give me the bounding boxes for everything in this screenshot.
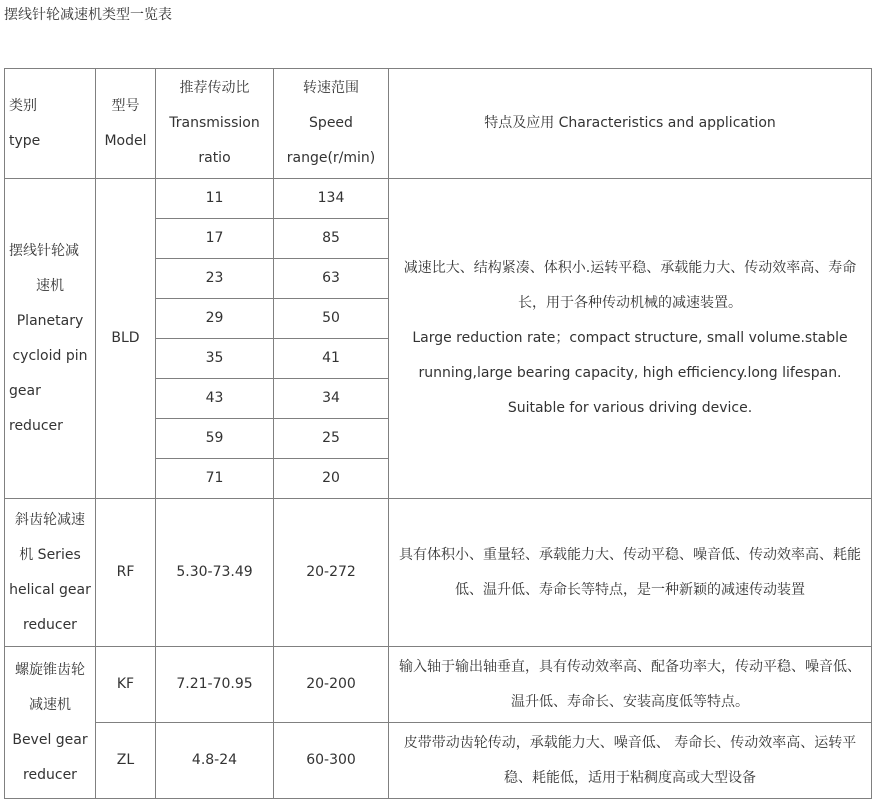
table-row bbox=[5, 723, 872, 799]
ratio-cell: 43 bbox=[156, 379, 274, 419]
rf-type-line: helical gear bbox=[9, 581, 91, 598]
speed-cell: 25 bbox=[274, 419, 389, 459]
rf-type-line: 斜齿轮减速 bbox=[15, 511, 85, 528]
ratio-cell: 29 bbox=[156, 299, 274, 339]
bld-type-line: cycloid pin bbox=[12, 347, 88, 364]
bevel-type-line: reducer bbox=[23, 766, 77, 783]
bld-type-line: Planetary bbox=[16, 312, 84, 329]
speed-cell: 41 bbox=[274, 339, 389, 379]
rf-model-cell: RF bbox=[96, 499, 156, 647]
header-speed bbox=[274, 69, 389, 179]
zl-model-cell: ZL bbox=[96, 723, 156, 799]
bevel-type-line: 减速机 bbox=[29, 696, 71, 713]
bevel-type-line: Bevel gear bbox=[12, 731, 88, 748]
speed-cell: 20 bbox=[274, 459, 389, 499]
speed-cell: 50 bbox=[274, 299, 389, 339]
bevel-type-line: 螺旋锥齿轮 bbox=[15, 661, 85, 678]
zl-description-cell: 皮带带动齿轮传动，承载能力大、噪音低、 寿命长、传动效率高、运转平稳、耗能低，适用于粘稠度高或大型设备 bbox=[389, 723, 872, 799]
speed-cell: 134 bbox=[274, 179, 389, 219]
table-row bbox=[5, 647, 872, 723]
header-model-en: Model bbox=[104, 132, 147, 149]
table-row bbox=[5, 499, 872, 647]
speed-cell: 34 bbox=[274, 379, 389, 419]
header-speed-en2: range(r/min) bbox=[286, 150, 376, 166]
header-characteristics: 特点及应用 Characteristics and application bbox=[389, 69, 872, 179]
header-type-en: type bbox=[9, 132, 41, 149]
bevel-type-cell bbox=[5, 647, 96, 799]
header-speed-zh: 转速范围 bbox=[303, 80, 359, 96]
rf-description-cell: 具有体积小、重量轻、承载能力大、传动平稳、噪音低、传动效率高、耗能低、温升低、寿命长等特点，是一种新颖的减速传动装置 bbox=[389, 499, 872, 647]
header-ratio-zh: 推荐传动比 bbox=[179, 80, 250, 96]
bld-type-line: 摆线针轮减 bbox=[9, 242, 79, 259]
header-type bbox=[5, 69, 96, 179]
reducer-types-table bbox=[4, 68, 872, 799]
kf-description-cell: 输入轴于输出轴垂直，具有传动效率高、配备功率大，传动平稳、噪音低、温升低、寿命长、安装高度低等特点。 bbox=[389, 647, 872, 723]
header-model bbox=[96, 69, 156, 179]
header-ratio bbox=[156, 69, 274, 179]
speed-cell: 85 bbox=[274, 219, 389, 259]
header-type-zh: 类别 bbox=[9, 97, 37, 114]
rf-type-line: reducer bbox=[23, 616, 77, 633]
zl-ratio-cell: 4.8-24 bbox=[156, 723, 274, 799]
bld-description-cell bbox=[389, 179, 872, 499]
header-row bbox=[5, 69, 872, 179]
rf-type-line: 机 Series bbox=[19, 546, 81, 563]
rf-type-cell bbox=[5, 499, 96, 647]
header-ratio-en2: ratio bbox=[198, 150, 231, 166]
bld-model-cell: BLD bbox=[96, 179, 156, 499]
bld-type-line: gear reducer bbox=[9, 382, 63, 434]
rf-speed-cell: 20-272 bbox=[274, 499, 389, 647]
table-row bbox=[5, 179, 872, 219]
zl-speed-cell: 60-300 bbox=[274, 723, 389, 799]
kf-model-cell: KF bbox=[96, 647, 156, 723]
ratio-cell: 17 bbox=[156, 219, 274, 259]
ratio-cell: 59 bbox=[156, 419, 274, 459]
kf-ratio-cell: 7.21-70.95 bbox=[156, 647, 274, 723]
header-speed-en1: Speed bbox=[309, 115, 353, 131]
bld-description-zh: 减速比大、结构紧凑、体积小.运转平稳、承载能力大、传动效率高、寿命长，用于各种传动机械的减速装置。 bbox=[403, 260, 857, 311]
bld-type-cell bbox=[5, 179, 96, 499]
page-title: 摆线针轮减速机类型一览表 bbox=[4, 7, 172, 23]
bld-type-line: 速机 bbox=[36, 277, 64, 294]
ratio-cell: 11 bbox=[156, 179, 274, 219]
bld-description-en: Large reduction rate；compact structure, small volume.stable running,large bearing capacity, high efficiency.long lifespan. Suitable for various driving device. bbox=[412, 330, 848, 416]
rf-ratio-cell: 5.30-73.49 bbox=[156, 499, 274, 647]
ratio-cell: 35 bbox=[156, 339, 274, 379]
ratio-cell: 71 bbox=[156, 459, 274, 499]
speed-cell: 63 bbox=[274, 259, 389, 299]
header-model-zh: 型号 bbox=[111, 97, 140, 114]
ratio-cell: 23 bbox=[156, 259, 274, 299]
header-ratio-en1: Transmission bbox=[169, 115, 260, 131]
kf-speed-cell: 20-200 bbox=[274, 647, 389, 723]
